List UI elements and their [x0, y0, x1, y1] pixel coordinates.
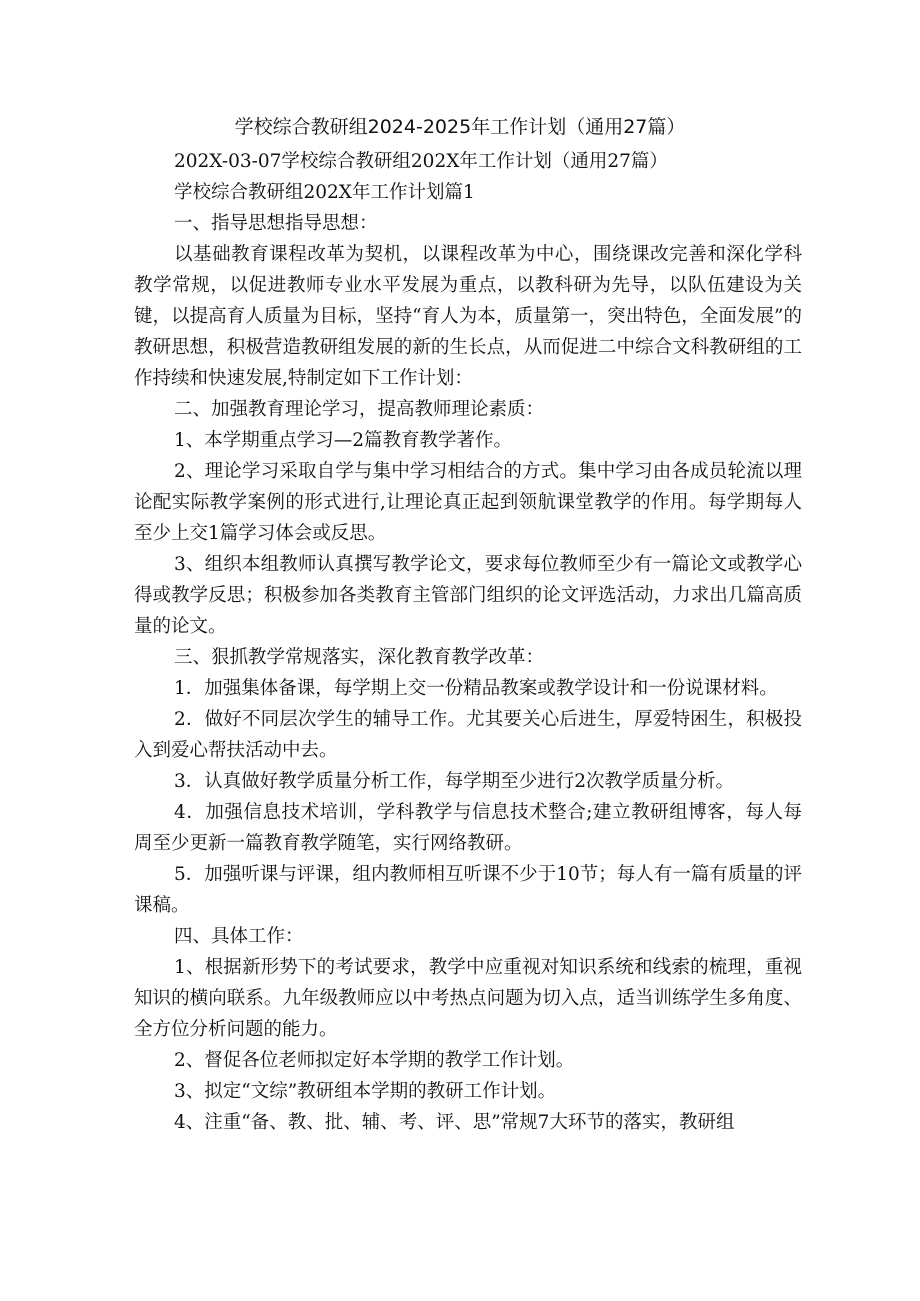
paragraph-heading-1: 一、指导思想指导思想：: [174, 213, 378, 234]
paragraph: 4．加强信息技术培训，学科教学与信息技术整合;建立教研组博客，每人每周至少更新一篇教育教学随笔，实行网络教研。: [134, 802, 802, 854]
paragraph: 以基础教育课程改革为契机，以课程改革为中心，围绕课改完善和深化学科教学常规，以促进教师专业水平发展为重点，以教科研为先导，以队伍建设为关键，以提高育人质量为目标，坚持“育人为本，质量第一，突出特色，全面发展”的教研思想，积极营造教研组发展的新的生长点，从而促进二中综合文科教研组的工作持续和快速发展,特制定如下工作计划：: [134, 244, 802, 389]
paragraph: 2、理论学习采取自学与集中学习相结合的方式。集中学习由各成员轮流以理论配实际教学案例的形式进行,让理论真正起到领航课堂教学的作用。每学期每人至少上交1篇学习体会或反思。: [134, 461, 802, 544]
paragraph: 1、本学期重点学习—2篇教育教学著作。: [174, 430, 513, 451]
paragraph: 4、注重“备、教、批、辅、考、评、思”常规7大环节的落实，教研组: [174, 1112, 735, 1133]
paragraph-section-title: 学校综合教研组202X年工作计划篇1: [174, 182, 475, 203]
paragraph-heading-2: 二、加强教育理论学习，提高教师理论素质：: [174, 399, 545, 420]
paragraph: 2、督促各位老师拟定好本学期的教学工作计划。: [174, 1050, 575, 1071]
paragraph: 3．认真做好教学质量分析工作，每学期至少进行2次教学质量分析。: [174, 771, 735, 792]
document-title: 学校综合教研组2024-2025年工作计划（通用27篇）: [234, 116, 686, 138]
paragraph-heading-4: 四、具体工作：: [174, 926, 304, 947]
paragraph: 3、拟定“文综”教研组本学期的教研工作计划。: [174, 1081, 557, 1102]
paragraph: 2．做好不同层次学生的辅导工作。尤其要关心后进生，厚爱特困生，积极投入到爱心帮扶活动中去。: [134, 709, 802, 761]
paragraph: 5．加强听课与评课，组内教师相互听课不少于10节；每人有一篇有质量的评课稿。: [134, 864, 802, 916]
paragraph: 1．加强集体备课，每学期上交一份精品教案或教学设计和一份说课材料。: [174, 678, 778, 699]
paragraph: 3、组织本组教师认真撰写教学论文，要求每位教师至少有一篇论文或教学心得或教学反思；积极参加各类教育主管部门组织的论文评选活动，力求出几篇高质量的论文。: [134, 554, 802, 637]
paragraph: 1、根据新形势下的考试要求，教学中应重视对知识系统和线索的梳理，重视知识的横向联系。九年级教师应以中考热点问题为切入点，适当训练学生多角度、全方位分析问题的能力。: [134, 957, 802, 1040]
paragraph-heading-3: 三、狠抓教学常规落实，深化教育教学改革：: [174, 647, 545, 668]
document-body: [134, 146, 802, 1138]
paragraph-date-heading: 202X-03-07学校综合教研组202X年工作计划（通用27篇）: [174, 151, 668, 172]
